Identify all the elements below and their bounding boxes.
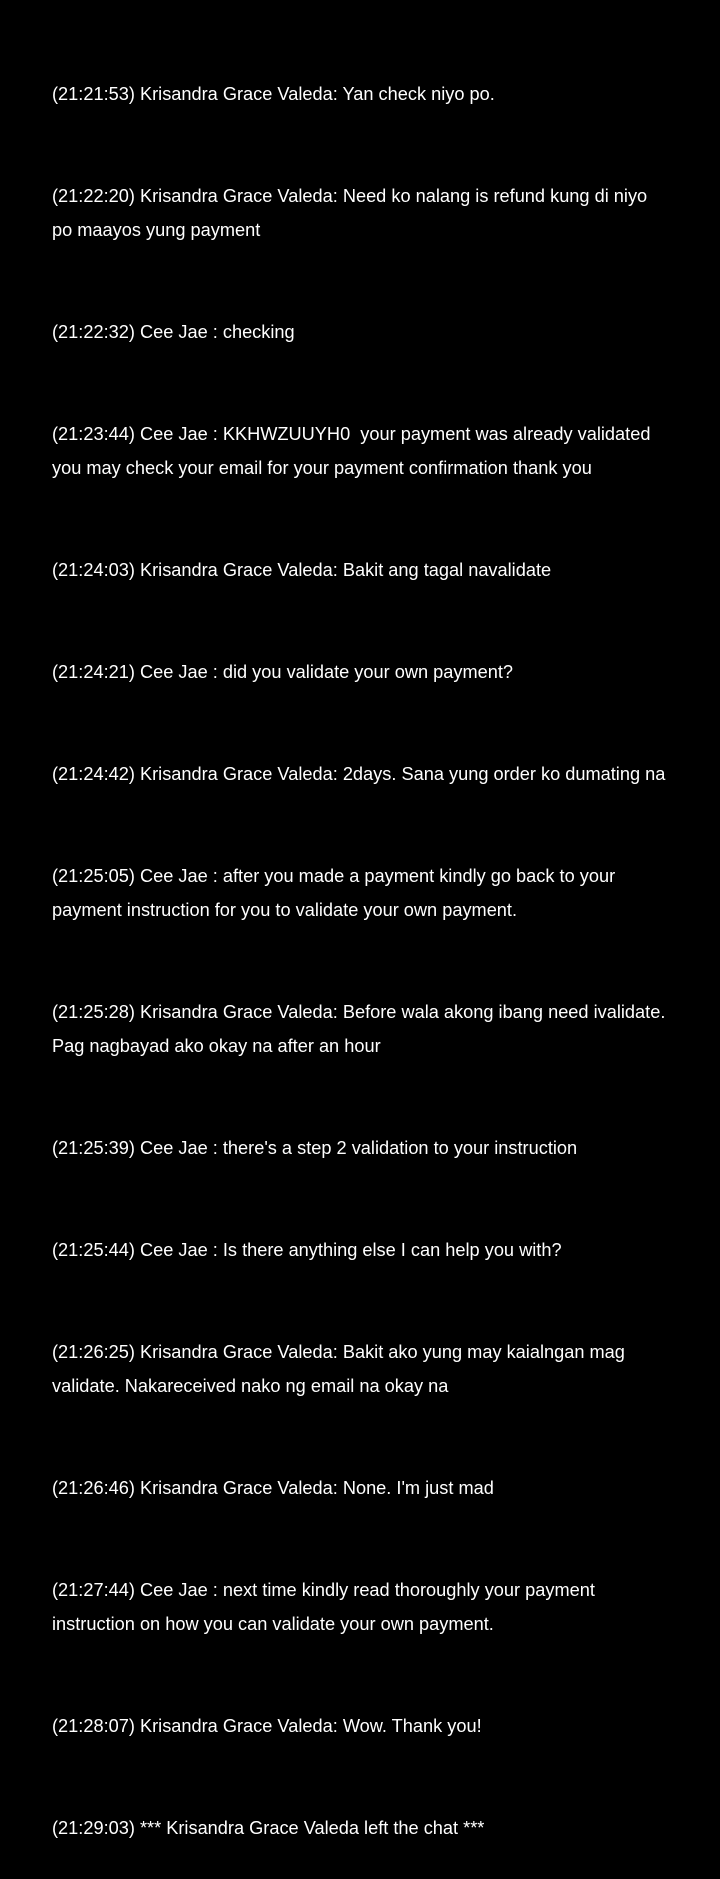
chat-message: (21:24:21) Cee Jae : did you validate your own payment? bbox=[52, 662, 514, 682]
chat-message: (21:24:42) Krisandra Grace Valeda: 2days. Sana yung order ko dumating na bbox=[52, 764, 666, 784]
chat-message: (21:25:39) Cee Jae : there's a step 2 validation to your instruction bbox=[52, 1138, 578, 1158]
chat-message: (21:27:44) Cee Jae : next time kindly read thoroughly your payment instruction on how you can validate your own payment. bbox=[52, 1580, 595, 1634]
chat-message: (21:22:32) Cee Jae : checking bbox=[52, 322, 295, 342]
chat-message: (21:21:53) Krisandra Grace Valeda: Yan check niyo po. bbox=[52, 84, 495, 104]
chat-message: (21:22:20) Krisandra Grace Valeda: Need ko nalang is refund kung di niyo po maayos yung payment bbox=[52, 186, 648, 240]
chat-message: (21:28:07) Krisandra Grace Valeda: Wow. Thank you! bbox=[52, 1716, 482, 1736]
chat-message: (21:25:28) Krisandra Grace Valeda: Before wala akong ibang need ivalidate. Pag nagbayad ako okay na after an hour bbox=[52, 1002, 666, 1056]
chat-message: (21:24:03) Krisandra Grace Valeda: Bakit ang tagal navalidate bbox=[52, 560, 552, 580]
chat-transcript bbox=[52, 9, 692, 1879]
chat-system-message: (21:29:03) *** Krisandra Grace Valeda left the chat *** bbox=[52, 1818, 485, 1838]
chat-message: (21:23:44) Cee Jae : KKHWZUUYH0 your payment was already validated you may check your email for your payment confirmation thank you bbox=[52, 424, 651, 478]
chat-message: (21:25:05) Cee Jae : after you made a payment kindly go back to your payment instruction for you to validate your own payment. bbox=[52, 866, 616, 920]
chat-message: (21:25:44) Cee Jae : Is there anything else I can help you with? bbox=[52, 1240, 562, 1260]
chat-message: (21:26:25) Krisandra Grace Valeda: Bakit ako yung may kaialngan mag validate. Nakareceived nako ng email na okay na bbox=[52, 1342, 625, 1396]
chat-message: (21:26:46) Krisandra Grace Valeda: None. I'm just mad bbox=[52, 1478, 494, 1498]
